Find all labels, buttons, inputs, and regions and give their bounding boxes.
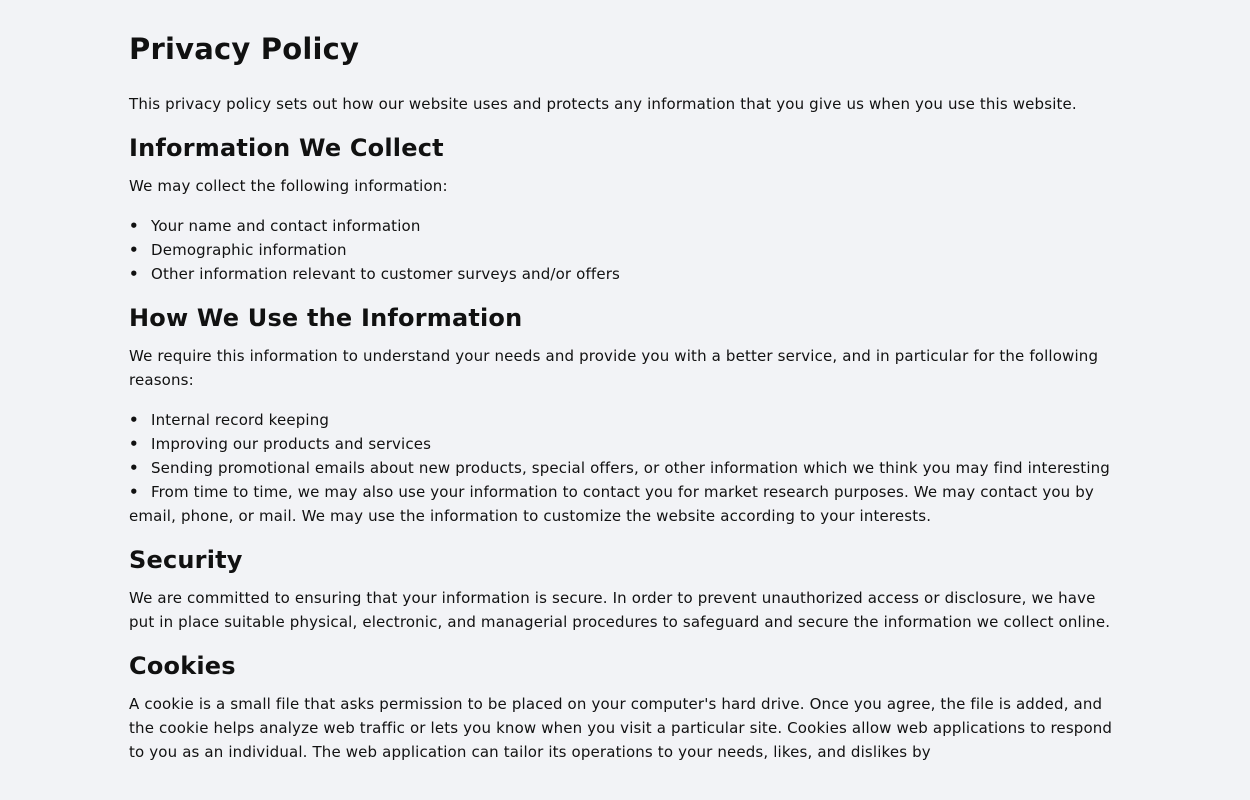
intro-paragraph: This privacy policy sets out how our website uses and protects any information that you give us when you use this website. [129,95,1077,113]
list-item: • Your name and contact information [129,214,1124,238]
section-heading-cookies: Cookies [129,652,236,680]
section-heading-collect: Information We Collect [129,134,444,162]
section-heading-security: Security [129,546,243,574]
bullet-icon: • [129,265,139,283]
page-title: Privacy Policy [129,32,360,66]
bullet-icon: • [129,411,139,429]
section-heading-use: How We Use the Information [129,304,523,332]
list-item: • Demographic information [129,238,1124,262]
list-item: • Sending promotional emails about new products, special offers, or other information which we think you may find interesting [129,456,1124,480]
list-item: • Other information relevant to customer surveys and/or offers [129,262,1124,286]
collect-paragraph: We may collect the following information: [129,177,448,195]
cookies-paragraph: A cookie is a small file that asks permission to be placed on your computer's hard drive. Once you agree, the file is added, and the cookie helps analyze web traffic or lets you know when you visit a particular site. Cookies allow web applications to respond to you as an individual. The web application can tailor its operations to your needs, likes, and dislikes by [129,695,1113,761]
use-paragraph: We require this information to understand your needs and provide you with a better service, and in particular for the following reasons: [129,347,1099,389]
list-item: • Internal record keeping [129,408,1124,432]
bullet-icon: • [129,483,139,501]
bullet-icon: • [129,459,139,477]
bullet-icon: • [129,435,139,453]
list-item: • Improving our products and services [129,432,1124,456]
security-paragraph: We are committed to ensuring that your information is secure. In order to prevent unauthorized access or disclosure, we have put in place suitable physical, electronic, and managerial procedures to safeguard and secure the information we collect online. [129,589,1111,631]
bullet-icon: • [129,217,139,235]
use-list [129,408,1124,528]
policy-content [129,30,1124,780]
bullet-icon: • [129,241,139,259]
list-item: • From time to time, we may also use your information to contact you for market research purposes. We may contact you by email, phone, or mail. We may use the information to customize the website according to your interests. [129,480,1124,528]
collect-list [129,214,1124,286]
